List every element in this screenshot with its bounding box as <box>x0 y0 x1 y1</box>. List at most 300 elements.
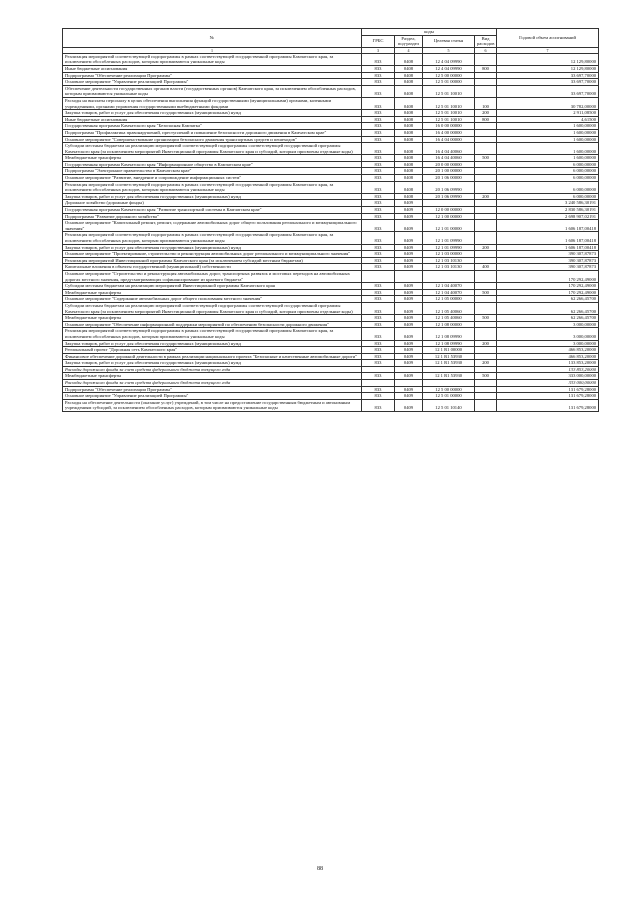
table-row <box>63 207 599 214</box>
grbs-cell: 833 <box>362 264 395 271</box>
row-name-cell: Основное мероприятие "Совершенствование организации безопасного движения транспортных средств и пешеходов" <box>63 136 362 143</box>
column-number: 1 <box>63 47 362 53</box>
grbs-cell <box>362 270 395 282</box>
table-row <box>63 315 599 322</box>
table-body <box>63 53 599 411</box>
expense-type-cell: 200 <box>475 244 497 251</box>
expense-type-cell <box>475 257 497 264</box>
table-row <box>63 116 599 123</box>
target-article-cell: 12 1 08 09990 <box>423 340 475 347</box>
grbs-cell: 833 <box>362 97 395 109</box>
row-name-cell: Основное мероприятие "Капитальный ремонт, ремонт, содержание автомобильных дорог общего пользования регионального и межмуниципального значения" <box>63 220 362 232</box>
table-row <box>63 347 599 354</box>
amount-cell: 466 853,20000 <box>497 347 599 354</box>
expense-type-cell <box>475 161 497 168</box>
grbs-cell: 833 <box>362 207 395 214</box>
table-row <box>63 136 599 143</box>
target-article-cell: 12 1 R1 00000 <box>423 347 475 354</box>
razdel-cell: 0409 <box>395 399 423 411</box>
razdel-cell: 0409 <box>395 200 423 207</box>
amount-cell: 1 600,00000 <box>497 123 599 130</box>
grbs-cell <box>362 366 395 373</box>
row-name-cell: Реализация мероприятий соответствующей подпрограммы в рамках соответствующей государственной программы Камчатского края, за исключением обособленных расходов, которым присваиваются уникальные коды <box>63 53 362 65</box>
row-name-cell: Реализация мероприятий соответствующей подпрограммы в рамках соответствующей государственной программы Камчатского края, за исключением обособленных расходов, которым присваиваются уникальные коды <box>63 181 362 193</box>
grbs-cell: 833 <box>362 123 395 130</box>
expense-type-cell <box>475 232 497 244</box>
grbs-cell: 833 <box>362 399 395 411</box>
razdel-cell: 0409 <box>395 220 423 232</box>
table-row <box>63 123 599 130</box>
amount-cell: 390 307,87873 <box>497 264 599 271</box>
table-row <box>63 200 599 207</box>
row-name-cell: Дорожное хозяйство (дорожные фонды) <box>63 200 362 207</box>
amount-cell: 1 606 187,00418 <box>497 232 599 244</box>
row-name-cell: Реализация мероприятий соответствующей подпрограммы в рамках соответствующей государственной программы Камчатского края, за исключением обособленных расходов, которым присваиваются уникальные коды <box>63 232 362 244</box>
grbs-cell: 833 <box>362 143 395 155</box>
expense-type-cell: 500 <box>475 289 497 296</box>
expense-type-cell <box>475 302 497 314</box>
target-article-cell: 12 5 00 00000 <box>423 72 475 79</box>
target-article-cell: 12 1 01 00000 <box>423 220 475 232</box>
target-article-cell: 12 5 01 10010 <box>423 110 475 117</box>
target-article-cell: 12 1 05 40060 <box>423 315 475 322</box>
razdel-cell: 0409 <box>395 232 423 244</box>
row-name-cell: Расходы дорожного фонда за счет средств федерального бюджета текущего года <box>63 366 362 373</box>
razdel-cell: 0408 <box>395 161 423 168</box>
table-row <box>63 143 599 155</box>
amount-cell: 466 853,20000 <box>497 353 599 360</box>
razdel-cell: 0409 <box>395 283 423 290</box>
row-name-cell: Основное мероприятие "Управление реализацией Программы" <box>63 393 362 400</box>
expense-type-cell: 200 <box>475 340 497 347</box>
header-amount: Годовой объем ассигнований <box>497 29 599 48</box>
row-name-cell: Расходы дорожного фонда за счет средств федерального бюджета текущего года <box>63 380 362 387</box>
amount-cell: 1 600,00000 <box>497 143 599 155</box>
table-row <box>63 155 599 162</box>
table-row <box>63 328 599 340</box>
amount-cell: 30 782,00000 <box>497 97 599 109</box>
target-article-cell: 12 5 01 10010 <box>423 116 475 123</box>
row-name-cell: Субсидии местным бюджетам на реализацию мероприятий Инвестиционной программы Камчатского края <box>63 283 362 290</box>
row-name-cell: Субсидии местным бюджетам на реализацию мероприятий соответствующей подпрограммы соответствующей государственной программы Камчатского края (за исключением мероприятий Инвестиционной программы Камчатского края и субсидий, которым присвоены отдельные коды) <box>63 302 362 314</box>
expense-type-cell <box>475 53 497 65</box>
grbs-cell: 833 <box>362 244 395 251</box>
grbs-cell: 833 <box>362 393 395 400</box>
table-row <box>63 129 599 136</box>
row-name-cell: Государственная программа Камчатского края "Развитие транспортной системы в Камчатском крае" <box>63 207 362 214</box>
expense-type-cell: 400 <box>475 264 497 271</box>
target-article-cell: 16 4 04 40060 <box>423 155 475 162</box>
razdel-cell: 0409 <box>395 296 423 303</box>
grbs-cell: 833 <box>362 161 395 168</box>
amount-cell: 62 266,45700 <box>497 296 599 303</box>
expense-type-cell <box>475 270 497 282</box>
razdel-cell: 0409 <box>395 328 423 340</box>
table-row <box>63 393 599 400</box>
expense-type-cell <box>475 200 497 207</box>
table-row <box>63 110 599 117</box>
note-row <box>63 380 599 387</box>
expense-type-cell: 500 <box>475 373 497 380</box>
expense-type-cell <box>475 399 497 411</box>
page-number: 88 <box>317 866 323 872</box>
header-vid: Вид расходов <box>475 35 497 47</box>
razdel-cell: 0408 <box>395 65 423 72</box>
grbs-cell: 833 <box>362 289 395 296</box>
row-name-cell: Подпрограмма "Развитие дорожного хозяйства" <box>63 213 362 220</box>
razdel-cell: 0409 <box>395 207 423 214</box>
row-name-cell: Субсидии местным бюджетам на реализацию мероприятий соответствующей подпрограммы соответствующей государственной программы Камчатского края (за исключением мероприятий Инвестиционной программы Камчатского края и субсидий, которым присвоены отдельные коды) <box>63 143 362 155</box>
table-row <box>63 53 599 65</box>
amount-cell: 3 000,00000 <box>497 340 599 347</box>
amount-cell: 6 000,00000 <box>497 175 599 182</box>
target-article-cell: 20 1 00 00000 <box>423 168 475 175</box>
row-name-cell: Расходы на обеспечение деятельности (оказание услуг) учреждений, в том числе на предоставление государственным бюджетным и автономным учреждениям субсидий, за исключением обособленных расходов, которым присваиваются уникальные коды <box>63 399 362 411</box>
table-row <box>63 65 599 72</box>
grbs-cell: 833 <box>362 155 395 162</box>
amount-cell: 333 000,00000 <box>497 373 599 380</box>
grbs-cell: 833 <box>362 200 395 207</box>
grbs-cell: 833 <box>362 321 395 328</box>
grbs-cell: 833 <box>362 168 395 175</box>
target-article-cell: 20 1 06 09990 <box>423 181 475 193</box>
razdel-cell: 0409 <box>395 264 423 271</box>
row-name-cell: Основное мероприятие "Обеспечение информационной поддержки мероприятий по обеспечению безопасности дорожного движения" <box>63 321 362 328</box>
amount-cell: 33 697,70000 <box>497 72 599 79</box>
expense-type-cell <box>475 123 497 130</box>
razdel-cell: 0408 <box>395 123 423 130</box>
razdel-cell: 0409 <box>395 289 423 296</box>
grbs-cell: 833 <box>362 116 395 123</box>
amount-cell: 2 830 586,30191 <box>497 207 599 214</box>
razdel-cell: 0409 <box>395 244 423 251</box>
table-row <box>63 161 599 168</box>
target-article-cell: 12 1 05 00000 <box>423 296 475 303</box>
expense-type-cell <box>475 168 497 175</box>
grbs-cell: 833 <box>362 79 395 86</box>
expense-type-cell <box>475 386 497 393</box>
document-page <box>62 28 598 412</box>
row-name-cell: Межбюджетные трансферты <box>63 289 362 296</box>
target-article-cell: 16 4 04 00000 <box>423 136 475 143</box>
grbs-cell: 833 <box>362 360 395 367</box>
amount-cell: 1 600,00000 <box>497 129 599 136</box>
target-article-cell <box>423 380 475 387</box>
grbs-cell: 833 <box>362 315 395 322</box>
row-name-cell: Основное мероприятие "Управление реализацией Программы" <box>63 79 362 86</box>
grbs-cell: 833 <box>362 53 395 65</box>
grbs-cell: 833 <box>362 386 395 393</box>
target-article-cell <box>423 200 475 207</box>
amount-cell: 133 853,20000 <box>497 360 599 367</box>
razdel-cell: 0408 <box>395 168 423 175</box>
row-name-cell: Основное мероприятие "Содержание автомобильных дорог общего пользования местного значения" <box>63 296 362 303</box>
target-article-cell: 12 5 01 00000 <box>423 393 475 400</box>
target-article-cell: 20 1 06 09990 <box>423 193 475 200</box>
razdel-cell: 0409 <box>395 302 423 314</box>
razdel-cell: 0408 <box>395 175 423 182</box>
row-name-cell: Финансовое обеспечение дорожной деятельности в рамках реализации национального проекта "Безопасные и качественные автомобильные дороги" <box>63 353 362 360</box>
amount-cell: 33 697,70000 <box>497 85 599 97</box>
table-row <box>63 251 599 258</box>
grbs-cell: 833 <box>362 72 395 79</box>
expense-type-cell <box>475 328 497 340</box>
table-row <box>63 373 599 380</box>
target-article-cell: 12 1 R1 53930 <box>423 360 475 367</box>
razdel-cell <box>395 366 423 373</box>
grbs-cell <box>362 380 395 387</box>
razdel-cell: 0409 <box>395 321 423 328</box>
target-article-cell: 12 1 04 40070 <box>423 283 475 290</box>
grbs-cell: 833 <box>362 302 395 314</box>
expense-type-cell <box>475 175 497 182</box>
column-number: 5 <box>423 47 475 53</box>
table-row <box>63 193 599 200</box>
grbs-cell: 833 <box>362 257 395 264</box>
target-article-cell: 12 1 00 00000 <box>423 213 475 220</box>
grbs-cell: 833 <box>362 85 395 97</box>
amount-cell: 3 000,00000 <box>497 328 599 340</box>
razdel-cell: 0409 <box>395 386 423 393</box>
header-codes: коды <box>362 29 497 36</box>
amount-cell: 33 697,70000 <box>497 79 599 86</box>
razdel-cell: 0408 <box>395 129 423 136</box>
amount-cell: 62 266,45700 <box>497 315 599 322</box>
amount-cell: 6 000,00000 <box>497 181 599 193</box>
grbs-cell: 833 <box>362 175 395 182</box>
table-row <box>63 257 599 264</box>
amount-cell: 3 000,00000 <box>497 321 599 328</box>
expense-type-cell <box>475 353 497 360</box>
column-number: 6 <box>475 47 497 53</box>
table-row <box>63 296 599 303</box>
amount-cell: 170 292,49000 <box>497 270 599 282</box>
expense-type-cell: 200 <box>475 193 497 200</box>
expense-type-cell <box>475 393 497 400</box>
razdel-cell: 0408 <box>395 155 423 162</box>
amount-cell: 12 129,80000 <box>497 65 599 72</box>
target-article-cell: 16 4 00 00000 <box>423 129 475 136</box>
row-name-cell: Иные бюджетные ассигнования <box>63 65 362 72</box>
note-row <box>63 366 599 373</box>
table-row <box>63 340 599 347</box>
expense-type-cell: 800 <box>475 65 497 72</box>
expense-type-cell: 100 <box>475 97 497 109</box>
table-row <box>63 360 599 367</box>
expense-type-cell <box>475 143 497 155</box>
grbs-cell: 833 <box>362 181 395 193</box>
table-row <box>63 232 599 244</box>
row-name-cell: Основное мероприятие "Развитие, внедрение и сопровождение информационных систем" <box>63 175 362 182</box>
expense-type-cell <box>475 79 497 86</box>
target-article-cell: 12 1 08 00000 <box>423 321 475 328</box>
column-number: 3 <box>362 47 395 53</box>
grbs-cell: 833 <box>362 328 395 340</box>
razdel-cell: 0408 <box>395 193 423 200</box>
target-article-cell: 12 0 00 00000 <box>423 207 475 214</box>
target-article-cell: 12 5 01 10140 <box>423 399 475 411</box>
grbs-cell: 833 <box>362 110 395 117</box>
table-row <box>63 85 599 97</box>
amount-cell: 131 679,28000 <box>497 386 599 393</box>
razdel-cell: 0408 <box>395 97 423 109</box>
amount-cell: 131 679,28000 <box>497 393 599 400</box>
amount-cell: 390 307,87873 <box>497 257 599 264</box>
razdel-cell: 0409 <box>395 251 423 258</box>
target-article-cell: 12 1 05 40060 <box>423 302 475 314</box>
target-article-cell: 12 5 01 10010 <box>423 85 475 97</box>
razdel-cell: 0409 <box>395 360 423 367</box>
row-name-cell: Региональный проект "Дорожная сеть Камчатского края" <box>63 347 362 354</box>
amount-cell: 62 266,45700 <box>497 302 599 314</box>
row-name-cell: Основное мероприятие "Строительство и реконструкция автомобильных дорог, транспортных развязок и мостовых переходов на автомобильных дорогах местного значения, предусматривающих софинансирование из краевого бюджета" <box>63 270 362 282</box>
row-name-cell: Подпрограмма "Обеспечение реализации Программы" <box>63 386 362 393</box>
target-article-cell: 16 4 04 40060 <box>423 143 475 155</box>
expense-type-cell <box>475 296 497 303</box>
row-name-cell: Закупка товаров, работ и услуг для обеспечения государственных (муниципальных) нужд <box>63 340 362 347</box>
header-grbs: ГРБС <box>362 35 395 47</box>
expense-type-cell <box>475 380 497 387</box>
row-name-cell: Иные бюджетные ассигнования <box>63 116 362 123</box>
row-name-cell: Основное мероприятие "Проектирование, строительство и реконструкция автомобильных дорог регионального и межмуниципального значения" <box>63 251 362 258</box>
row-name-cell: Закупка товаров, работ и услуг для обеспечения государственных (муниципальных) нужд <box>63 244 362 251</box>
razdel-cell: 0408 <box>395 79 423 86</box>
razdel-cell: 0408 <box>395 85 423 97</box>
target-article-cell <box>423 270 475 282</box>
expense-type-cell <box>475 347 497 354</box>
grbs-cell: 833 <box>362 353 395 360</box>
grbs-cell: 833 <box>362 220 395 232</box>
table-row <box>63 289 599 296</box>
amount-cell: 333 000,00000 <box>497 380 599 387</box>
amount-cell: 170 292,49000 <box>497 289 599 296</box>
target-article-cell: 16 0 00 00000 <box>423 123 475 130</box>
expense-type-cell: 200 <box>475 110 497 117</box>
razdel-cell: 0408 <box>395 53 423 65</box>
expense-type-cell <box>475 283 497 290</box>
grbs-cell: 833 <box>362 340 395 347</box>
row-name-cell: Государственная программа Камчатского края "Информационное общество в Камчатском крае" <box>63 161 362 168</box>
amount-cell: 1 606 187,00418 <box>497 244 599 251</box>
table-row <box>63 283 599 290</box>
row-name-cell: Межбюджетные трансферты <box>63 373 362 380</box>
amount-cell: 2 698 907,02191 <box>497 213 599 220</box>
table-row <box>63 220 599 232</box>
table-row <box>63 353 599 360</box>
table-row <box>63 321 599 328</box>
grbs-cell: 833 <box>362 296 395 303</box>
row-name-cell: Закупка товаров, работ и услуг для обеспечения государственных (муниципальных) нужд <box>63 193 362 200</box>
row-name-cell: Подпрограмма "Профилактика правонарушений, преступлений и повышение безопасности дорожного движения в Камчатском крае" <box>63 129 362 136</box>
table-row <box>63 181 599 193</box>
target-article-cell: 12 1 R1 53930 <box>423 373 475 380</box>
row-name-cell: Обеспечение деятельности государственных органов власти (государственных органов) Камчатского края, за исключением обособленных расходов, которым присваиваются уникальные коды <box>63 85 362 97</box>
grbs-cell: 833 <box>362 232 395 244</box>
amount-cell: 2 911,08500 <box>497 110 599 117</box>
amount-cell: 390 307,87873 <box>497 251 599 258</box>
row-name-cell: Реализация мероприятий соответствующей подпрограммы в рамках соответствующей государственной программы Камчатского края, за исключением обособленных расходов, которым присваиваются уникальные коды <box>63 328 362 340</box>
row-name-cell: Подпрограмма "Электронное правительство в Камчатском крае" <box>63 168 362 175</box>
expense-type-cell: 200 <box>475 360 497 367</box>
razdel-cell: 0409 <box>395 353 423 360</box>
table-row <box>63 302 599 314</box>
table-row <box>63 175 599 182</box>
razdel-cell: 0408 <box>395 72 423 79</box>
expense-type-cell <box>475 251 497 258</box>
table-header <box>63 29 599 54</box>
amount-cell: 12 129,80000 <box>497 53 599 65</box>
razdel-cell: 0408 <box>395 181 423 193</box>
target-article-cell: 12 4 04 09990 <box>423 65 475 72</box>
razdel-cell: 0408 <box>395 143 423 155</box>
razdel-cell: 0408 <box>395 116 423 123</box>
amount-cell: 1 600,00000 <box>497 136 599 143</box>
razdel-cell: 0409 <box>395 340 423 347</box>
target-article-cell: 12 1 R1 53930 <box>423 353 475 360</box>
grbs-cell: 833 <box>362 193 395 200</box>
amount-cell: 133 853,20000 <box>497 366 599 373</box>
target-article-cell: 12 4 04 09990 <box>423 53 475 65</box>
expense-type-cell: 500 <box>475 315 497 322</box>
expense-type-cell <box>475 220 497 232</box>
amount-cell: 3 240 586,30191 <box>497 200 599 207</box>
row-name-cell: Межбюджетные трансферты <box>63 155 362 162</box>
row-name-cell: Межбюджетные трансферты <box>63 315 362 322</box>
expense-type-cell <box>475 321 497 328</box>
grbs-cell: 833 <box>362 347 395 354</box>
razdel-cell <box>395 380 423 387</box>
grbs-cell: 833 <box>362 129 395 136</box>
target-article-cell: 20 0 00 00000 <box>423 161 475 168</box>
target-article-cell: 20 1 06 00000 <box>423 175 475 182</box>
target-article-cell: 12 1 08 09990 <box>423 328 475 340</box>
header-target: Целевая статья <box>423 35 475 47</box>
expense-type-cell <box>475 136 497 143</box>
expense-type-cell <box>475 129 497 136</box>
table-row <box>63 79 599 86</box>
row-name-cell: Подпрограмма "Обеспечение реализации Программы" <box>63 72 362 79</box>
amount-cell: 4,61500 <box>497 116 599 123</box>
row-name-cell: Государственная программа Камчатского края "Безопасная Камчатка" <box>63 123 362 130</box>
table-row <box>63 244 599 251</box>
expense-type-cell <box>475 181 497 193</box>
razdel-cell: 0409 <box>395 393 423 400</box>
table-row <box>63 399 599 411</box>
razdel-cell: 0409 <box>395 257 423 264</box>
expense-type-cell <box>475 207 497 214</box>
grbs-cell: 833 <box>362 283 395 290</box>
amount-cell: 1 606 187,00418 <box>497 220 599 232</box>
row-name-cell: Закупка товаров, работ и услуг для обеспечения государственных (муниципальных) нужд <box>63 110 362 117</box>
row-name-cell: Реализация мероприятий Инвестиционной программы Камчатского края (за исключением субсидий местным бюджетам) <box>63 257 362 264</box>
target-article-cell: 12 1 03 10130 <box>423 257 475 264</box>
amount-cell: 6 000,00000 <box>497 168 599 175</box>
expense-type-cell: 500 <box>475 155 497 162</box>
expense-type-cell <box>475 85 497 97</box>
grbs-cell: 833 <box>362 136 395 143</box>
amount-cell: 170 292,49000 <box>497 283 599 290</box>
expense-type-cell <box>475 366 497 373</box>
table-row <box>63 168 599 175</box>
grbs-cell: 833 <box>362 251 395 258</box>
target-article-cell: 12 1 04 40070 <box>423 289 475 296</box>
target-article-cell: 12 1 01 09990 <box>423 244 475 251</box>
table-row <box>63 97 599 109</box>
budget-table <box>62 28 599 412</box>
row-name-cell: Закупка товаров, работ и услуг для обеспечения государственных (муниципальных) нужд <box>63 360 362 367</box>
target-article-cell: 12 1 01 09990 <box>423 232 475 244</box>
razdel-cell: 0409 <box>395 213 423 220</box>
